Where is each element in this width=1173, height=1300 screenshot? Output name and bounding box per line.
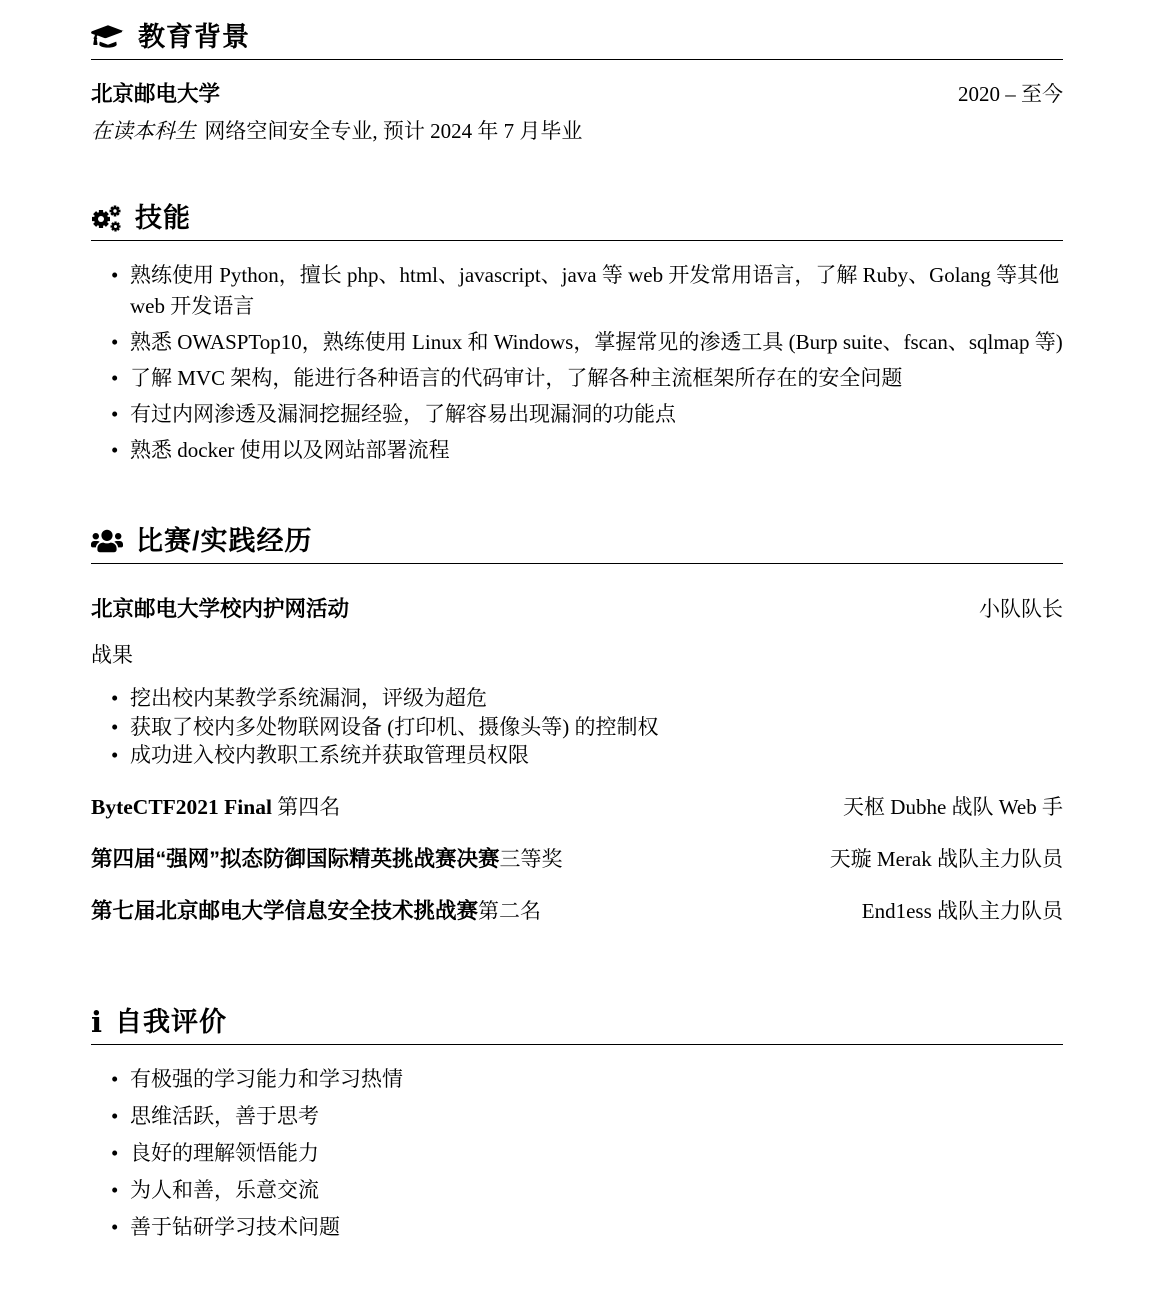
- results-label: 战果: [91, 643, 133, 667]
- award-team: 天枢 Dubhe 战队 Web 手: [843, 794, 1063, 819]
- section-title: 自我评价: [115, 1006, 228, 1037]
- award-team: 天璇 Merak 战队主力队员: [829, 846, 1063, 871]
- award-result: 三等奖: [499, 846, 563, 871]
- education-entry: [91, 77, 1063, 108]
- skills-list: [91, 260, 1063, 466]
- award-title: [91, 791, 340, 821]
- list-item: • 了解 MVC 架构，能进行各种语言的代码审计，了解各种主流框架所存在的安全问题: [130, 363, 1063, 394]
- list-item: • 思维活跃，善于思考: [130, 1104, 1063, 1129]
- list-item: • 熟练使用 Python，擅长 php、html、javascript、java 等 web 开发常用语言，了解 Ruby、Golang 等其他 web 开发语言: [130, 260, 1063, 322]
- section-title: 教育背景: [138, 22, 250, 52]
- project-name: 北京邮电大学校内护网活动: [91, 597, 350, 621]
- section-self-evaluation: [91, 1005, 1063, 1240]
- self-evaluation-header: [91, 1005, 1063, 1039]
- gears-icon: [91, 204, 122, 233]
- degree-line: [91, 115, 1063, 145]
- project-entry: [91, 592, 1063, 623]
- section-skills: [91, 201, 1063, 466]
- list-item: • 挖出校内某教学系统漏洞，评级为超危: [130, 684, 1063, 713]
- award-row: [91, 894, 1063, 925]
- section-title: 比赛/实践经历: [136, 526, 313, 556]
- school-name: 北京邮电大学: [91, 82, 221, 106]
- award-result: 第二名: [478, 898, 542, 923]
- list-item: • 良好的理解领悟能力: [130, 1141, 1063, 1166]
- list-item: • 熟悉 OWASPTop10，熟练使用 Linux 和 Windows，掌握常见的渗透工具 (Burp suite、fscan、sqlmap 等): [130, 327, 1063, 358]
- list-item: • 有极强的学习能力和学习热情: [130, 1067, 1063, 1092]
- award-name: 第七届北京邮电大学信息安全技术挑战赛: [91, 898, 479, 923]
- degree-major: 网络空间安全专业, 预计 2024 年 7 月毕业: [204, 119, 583, 143]
- self-evaluation-list: [91, 1067, 1063, 1240]
- list-item: • 成功进入校内教职工系统并获取管理员权限: [130, 741, 1063, 770]
- degree-status: 在读本科生: [91, 119, 196, 143]
- section-experience: [91, 524, 1063, 925]
- award-name: ByteCTF2021 Final: [91, 794, 272, 819]
- list-item: • 有过内网渗透及漏洞挖掘经验，了解容易出现漏洞的功能点: [130, 399, 1063, 430]
- achievements-list: [91, 684, 1063, 770]
- section-divider: [91, 563, 1063, 564]
- list-item: • 善于钻研学习技术问题: [130, 1215, 1063, 1240]
- section-education: [91, 20, 1063, 145]
- education-header: [91, 20, 1063, 54]
- graduation-cap-icon: [91, 24, 125, 51]
- section-divider: [91, 59, 1063, 60]
- experience-header: [91, 524, 1063, 558]
- award-team: End1ess 战队主力队员: [861, 898, 1063, 923]
- list-item: • 获取了校内多处物联网设备 (打印机、摄像头等) 的控制权: [130, 713, 1063, 742]
- award-name: 第四届“强网”拟态防御国际精英挑战赛决赛: [91, 846, 500, 871]
- award-title: [91, 894, 541, 925]
- section-title: 技能: [135, 203, 191, 233]
- award-row: [91, 791, 1063, 821]
- section-divider: [91, 1044, 1063, 1045]
- list-item: • 为人和善，乐意交流: [130, 1178, 1063, 1203]
- project-role: 小队队长: [979, 597, 1063, 621]
- skills-header: [91, 201, 1063, 235]
- info-icon: i: [91, 1004, 103, 1039]
- award-row: [91, 842, 1063, 873]
- award-result: 第四名: [271, 794, 341, 819]
- education-period: 2020 – 至今: [958, 82, 1063, 106]
- list-item: • 熟悉 docker 使用以及网站部署流程: [130, 435, 1063, 466]
- section-divider: [91, 240, 1063, 241]
- users-icon: [91, 528, 123, 554]
- award-title: [91, 842, 563, 873]
